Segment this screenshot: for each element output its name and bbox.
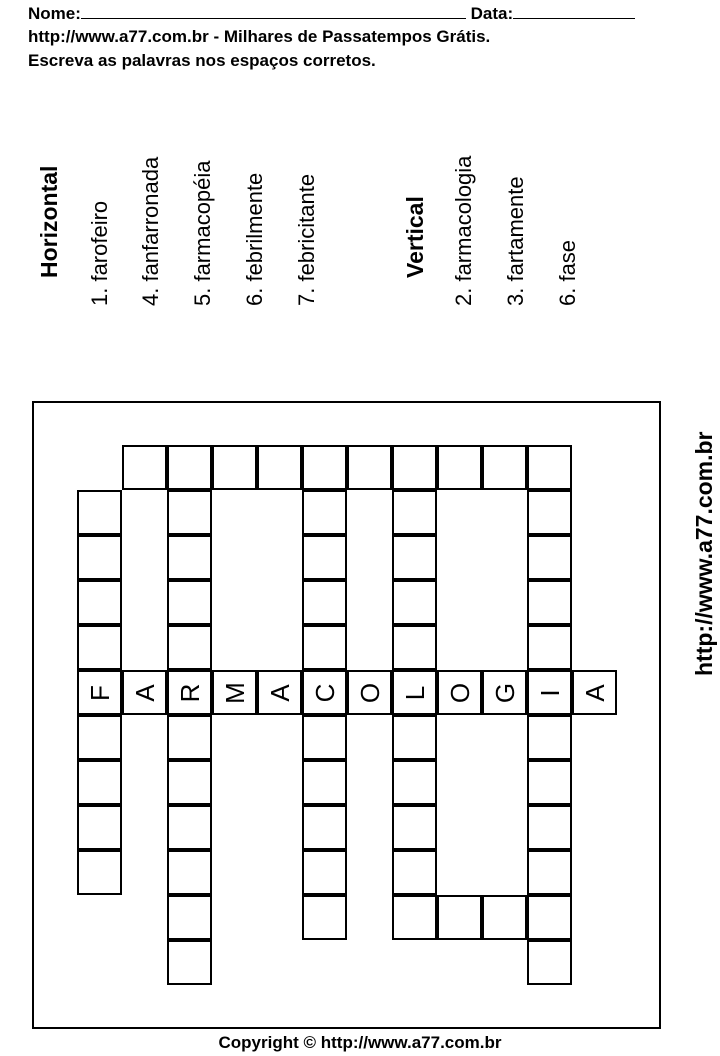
horizontal-title: Horizontal (36, 165, 62, 278)
crossword-cell[interactable] (527, 580, 572, 625)
crossword-cell[interactable] (527, 445, 572, 490)
crossword-letter: O (444, 682, 475, 703)
site-line: http://www.a77.com.br - Milhares de Passatempos Grátis. (28, 27, 491, 46)
vertical-title: Vertical (402, 196, 428, 278)
name-label: Nome: (28, 4, 81, 23)
crossword-cell[interactable] (167, 760, 212, 805)
crossword-cell[interactable] (392, 850, 437, 895)
vertical-clue: 6. fase (555, 239, 580, 306)
crossword-letter: O (354, 682, 385, 703)
crossword-cell[interactable] (77, 805, 122, 850)
crossword-cell[interactable] (527, 850, 572, 895)
crossword-cell[interactable] (167, 625, 212, 670)
crossword-letter: M (219, 681, 250, 704)
crossword-cell[interactable] (527, 895, 572, 940)
crossword-cell[interactable] (167, 580, 212, 625)
crossword-cell[interactable] (122, 670, 167, 715)
crossword-letter: L (399, 685, 430, 700)
crossword-letter: A (264, 683, 295, 702)
crossword-cell[interactable] (302, 850, 347, 895)
crossword-cell[interactable] (77, 535, 122, 580)
crossword-cell[interactable] (572, 670, 617, 715)
crossword-cell[interactable] (77, 850, 122, 895)
crossword-cell[interactable] (77, 715, 122, 760)
crossword-cell[interactable] (347, 445, 392, 490)
crossword-cell[interactable] (122, 445, 167, 490)
horizontal-clue: 5. farmacopéia (190, 160, 215, 306)
crossword-cell[interactable] (302, 895, 347, 940)
horizontal-clue: 1. farofeiro (87, 200, 112, 306)
crossword-cell[interactable] (302, 535, 347, 580)
crossword-cell[interactable] (302, 490, 347, 535)
crossword-cell[interactable] (302, 670, 347, 715)
crossword-cell[interactable] (527, 670, 572, 715)
crossword-cell[interactable] (77, 625, 122, 670)
side-url: http://www.a77.com.br (691, 431, 717, 676)
crossword-cell[interactable] (257, 445, 302, 490)
crossword-cell[interactable] (392, 445, 437, 490)
crossword-frame (32, 401, 661, 1029)
crossword-cell[interactable] (437, 895, 482, 940)
crossword-cell[interactable] (77, 760, 122, 805)
crossword-cell[interactable] (167, 715, 212, 760)
horizontal-clue: 4. fanfarronada (138, 156, 163, 306)
crossword-cell[interactable] (392, 535, 437, 580)
horizontal-clue: 7. febricitante (294, 173, 319, 306)
name-blank (81, 2, 466, 19)
crossword-cell[interactable] (167, 895, 212, 940)
crossword-letter: G (489, 682, 520, 703)
crossword-cell[interactable] (347, 670, 392, 715)
crossword-cell[interactable] (482, 445, 527, 490)
crossword-cell[interactable] (392, 895, 437, 940)
crossword-letter: A (129, 683, 160, 702)
crossword-letter: F (84, 684, 115, 701)
crossword-cell[interactable] (437, 670, 482, 715)
crossword-letter: I (534, 688, 565, 697)
crossword-cell[interactable] (77, 670, 122, 715)
crossword-cell[interactable] (167, 670, 212, 715)
crossword-cell[interactable] (77, 490, 122, 535)
crossword-cell[interactable] (302, 625, 347, 670)
crossword-cell[interactable] (527, 760, 572, 805)
crossword-cell[interactable] (167, 850, 212, 895)
date-blank (513, 2, 635, 19)
date-label: Data: (470, 4, 514, 23)
crossword-cell[interactable] (302, 580, 347, 625)
crossword-cell[interactable] (527, 490, 572, 535)
crossword-cell[interactable] (392, 625, 437, 670)
crossword-cell[interactable] (527, 940, 572, 985)
crossword-letter: R (174, 683, 205, 702)
vertical-clue: 3. fartamente (503, 176, 528, 306)
crossword-letter: A (579, 683, 610, 702)
crossword-cell[interactable] (77, 580, 122, 625)
crossword-cell[interactable] (167, 940, 212, 985)
crossword-cell[interactable] (392, 670, 437, 715)
vertical-clue: 2. farmacologia (451, 155, 476, 306)
crossword-cell[interactable] (167, 805, 212, 850)
instruction: Escreva as palavras nos espaços corretos. (28, 51, 376, 70)
copyright: Copyright © http://www.a77.com.br (218, 1033, 502, 1052)
crossword-cell[interactable] (392, 490, 437, 535)
crossword-cell[interactable] (167, 490, 212, 535)
crossword-cell[interactable] (527, 535, 572, 580)
crossword-cell[interactable] (437, 445, 482, 490)
crossword-cell[interactable] (302, 715, 347, 760)
crossword-cell[interactable] (392, 580, 437, 625)
crossword-cell[interactable] (527, 805, 572, 850)
crossword-cell[interactable] (482, 670, 527, 715)
crossword-cell[interactable] (302, 760, 347, 805)
crossword-cell[interactable] (527, 715, 572, 760)
crossword-cell[interactable] (167, 445, 212, 490)
crossword-cell[interactable] (302, 805, 347, 850)
horizontal-clue: 6. febrilmente (242, 172, 267, 306)
crossword-cell[interactable] (527, 625, 572, 670)
crossword-cell[interactable] (392, 805, 437, 850)
crossword-cell[interactable] (392, 760, 437, 805)
crossword-cell[interactable] (257, 670, 302, 715)
crossword-cell[interactable] (302, 445, 347, 490)
crossword-cell[interactable] (482, 895, 527, 940)
name-date-line (28, 2, 635, 24)
crossword-cell[interactable] (167, 535, 212, 580)
crossword-cell[interactable] (212, 445, 257, 490)
crossword-cell[interactable] (212, 670, 257, 715)
crossword-letter: C (309, 683, 340, 702)
crossword-cell[interactable] (392, 715, 437, 760)
